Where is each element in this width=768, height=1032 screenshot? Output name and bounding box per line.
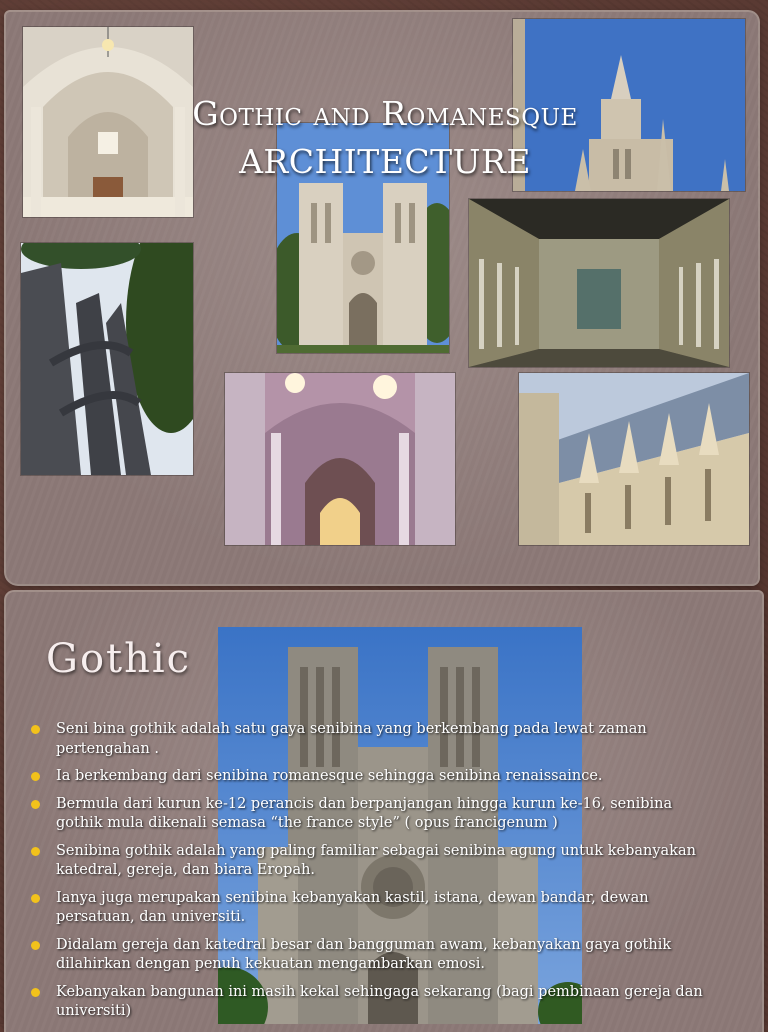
- romanesque-nave-photo: [468, 198, 730, 368]
- bullet-item: Didalam gereja dan katedral besar dan bangguman awam, kebanyakan gaya gothik dilahirkan dengan penuh kekuatan mengambarkan emosi.: [28, 936, 718, 975]
- flying-buttress-photo: [20, 242, 194, 476]
- gothic-vault-interior-photo: [224, 372, 456, 546]
- bullet-dot-icon: [31, 847, 40, 856]
- bullet-item: Seni bina gothik adalah satu gaya senibina yang berkembang pada lewat zaman pertengahan .: [28, 720, 718, 759]
- bullet-dot-icon: [31, 941, 40, 950]
- bullet-dot-icon: [31, 894, 40, 903]
- bullet-dot-icon: [31, 988, 40, 997]
- bullet-dot-icon: [31, 725, 40, 734]
- bullet-item: Kebanyakan bangunan ini masih kekal sehingaga sekarang (bagi pembinaan gereja dan universiti): [28, 983, 718, 1022]
- bullet-dot-icon: [31, 800, 40, 809]
- bullet-item: Bermula dari kurun ke-12 perancis dan berpanjangan hingga kurun ke-16, senibina gothik mula dikenali semasa “the france style” ( opus francigenum ): [28, 795, 718, 834]
- buttressed-cathedral-photo: [518, 372, 750, 546]
- slide-title-text: Gothic and Romanesque ARCHITECTURE: [192, 94, 578, 181]
- bullet-item: Ianya juga merupakan senibina kebanyakan kastil, istana, dewan bandar, dewan persatuan, dan universiti.: [28, 889, 718, 928]
- bullet-list: [28, 720, 718, 1030]
- section-heading: Gothic: [46, 636, 192, 682]
- bullet-dot-icon: [31, 772, 40, 781]
- bullet-item: Senibina gothik adalah yang paling familiar sebagai senibina agung untuk kebanyakan katedral, gereja, dan biara Eropah.: [28, 842, 718, 881]
- bullet-item: Ia berkembang dari senibina romanesque sehingga senibina renaissaince.: [28, 767, 718, 787]
